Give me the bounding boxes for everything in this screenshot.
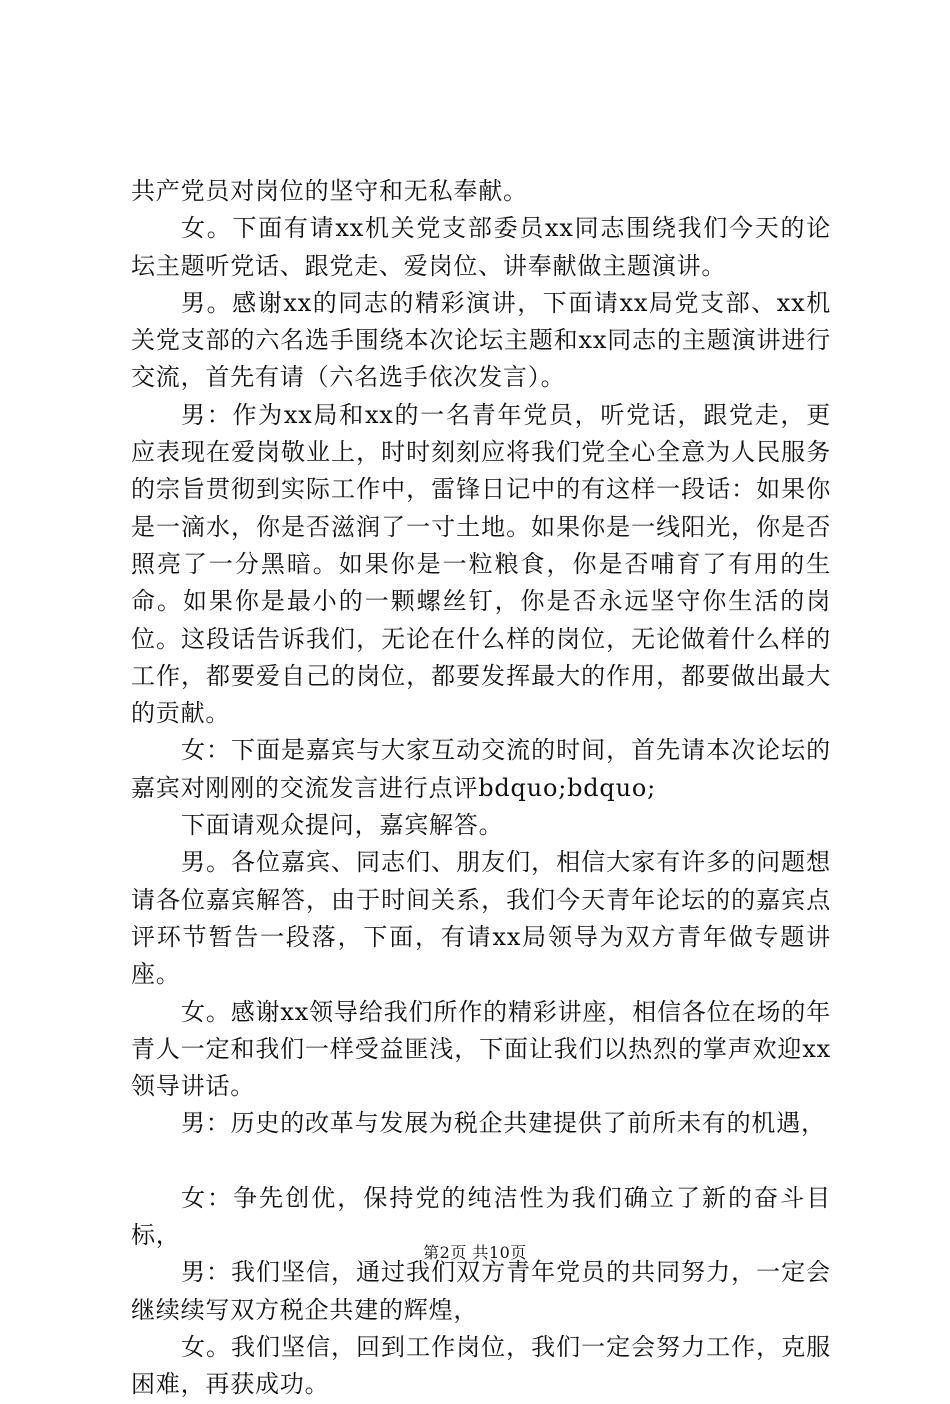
paragraph-male-3: 男。各位嘉宾、同志们、朋友们，相信大家有许多的问题想请各位嘉宾解答，由于时间关系，我们今天青年论坛的的嘉宾点评环节暂告一段落，下面，有请xx局领导为双方青年做专题讲座。 bbox=[131, 848, 831, 989]
document-body bbox=[131, 173, 831, 1404]
paragraph-male-5: 男：我们坚信，通过我们双方青年党员的共同努力，一定会继续续写双方税企共建的辉煌， bbox=[131, 1258, 831, 1324]
paragraph-audience-questions: 下面请观众提问，嘉宾解答。 bbox=[181, 811, 504, 840]
paragraph-male-2: 男：作为xx局和xx的一名青年党员，听党话，跟党走，更应表现在爱岗敬业上，时时刻刻应将我们党全心全意为人民服务的宗旨贯彻到实际工作中，雷锋日记中的有这样一段话：如果你是一滴水，你是否滋润了一寸土地。如果你是一线阳光，你是否照亮了一分黑暗。如果你是一粒粮食，你是否哺育了有用的生命。如果你是最小的一颗螺丝钉，你是否永远坚守你生活的岗位。这段话告诉我们，无论在什么样的岗位，无论做着什么样的工作，都要爱自己的岗位，都要发挥最大的作用，都要做出最大的贡献。 bbox=[131, 400, 831, 728]
page-number-footer: 第2页 共10页 bbox=[423, 1243, 527, 1262]
paragraph-male-1: 男。感谢xx的同志的精彩演讲，下面请xx局党支部、xx机关党支部的六名选手围绕本次论坛主题和xx同志的主题演讲进行交流，首先有请（六名选手依次发言）。 bbox=[131, 288, 831, 392]
paragraph-male-4: 男：历史的改革与发展为税企共建提供了前所未有的机遇， bbox=[181, 1109, 826, 1138]
paragraph-continuation: 共产党员对岗位的坚守和无私奉献。 bbox=[131, 177, 528, 205]
paragraph-female-3: 女。感谢xx领导给我们所作的精彩讲座，相信各位在场的年青人一定和我们一样受益匪浅，下面让我们以热烈的掌声欢迎xx领导讲话。 bbox=[131, 997, 831, 1101]
paragraph-female-4: 女：争先创优，保持党的纯洁性为我们确立了新的奋斗目标， bbox=[131, 1183, 831, 1250]
paragraph-female-5: 女。我们坚信，回到工作岗位，我们一定会努力工作，克服困难，再获成功。 bbox=[131, 1332, 831, 1399]
paragraph-female-2: 女：下面是嘉宾与大家互动交流的时间，首先请本次论坛的嘉宾对刚刚的交流发言进行点评bdquo;bdquo; bbox=[131, 736, 831, 802]
paragraph-female-1: 女。下面有请xx机关党支部委员xx同志围绕我们今天的论坛主题听党话、跟党走、爱岗位、讲奉献做主题演讲。 bbox=[131, 214, 831, 280]
